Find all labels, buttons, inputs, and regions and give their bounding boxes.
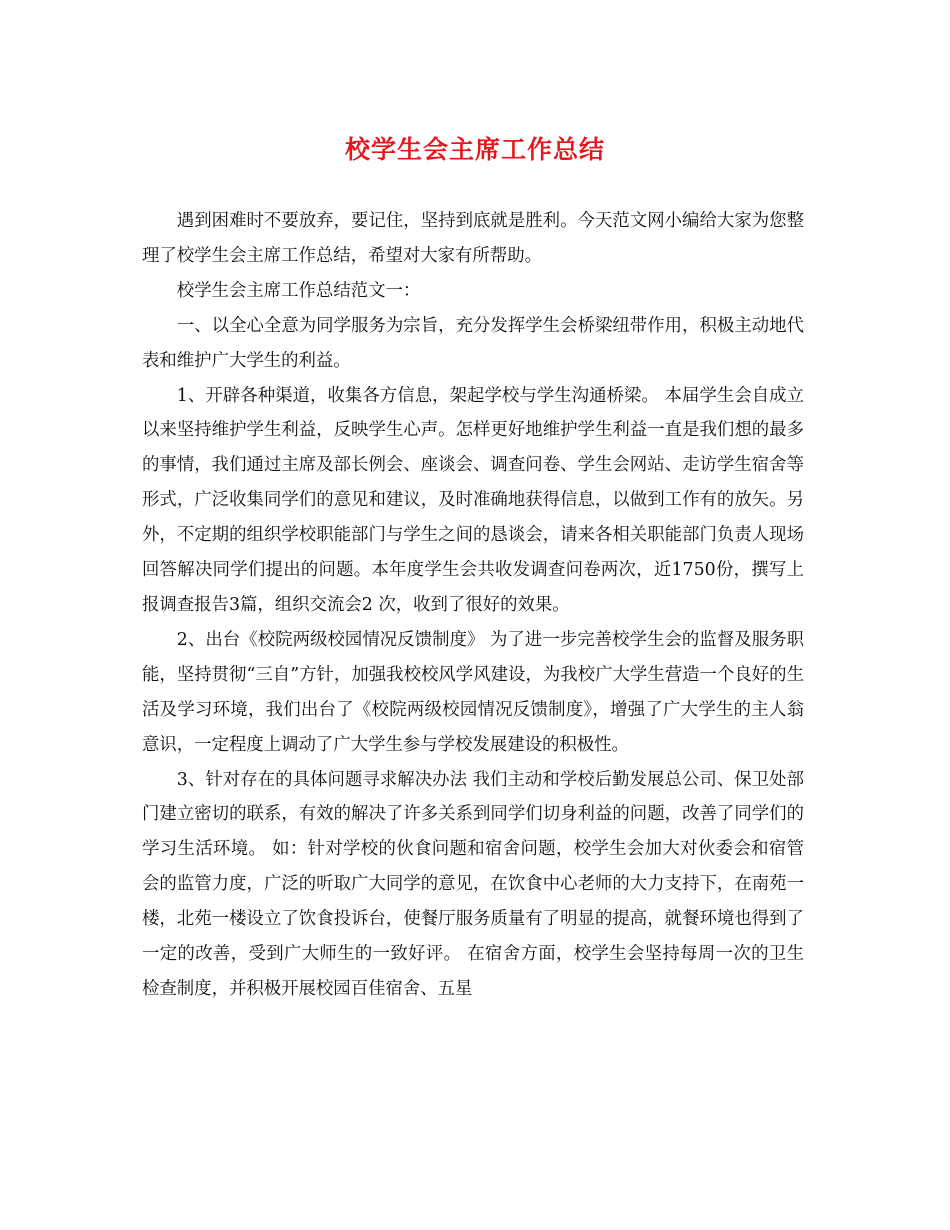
paragraph-sample-heading: 校学生会主席工作总结范文一： (176, 280, 421, 301)
paragraph-item-1: 1、开辟各种渠道，收集各方信息，架起学校与学生沟通桥梁。 本届学生会自成立以来坚持维护学生利益，反映学生心声。怎样更好地维护学生利益一直是我们想的最多的事情，我们通过主席及部长例会、座谈会、调查问卷、学生会网站、走访学生宿舍等形式，广泛收集同学们的意见和建议，及时准确地获得信息，以做到工作有的放矢。另外，不定期的组织学校职能部门与学生之间的恳谈会，请来各相关职能部门负责人现场回答解决同学们提出的问题。本年度学生会共收发调查问卷两次，近1750份，撰写上报调查报告3篇，组织交流会2 次，收到了很好的效果。 (142, 385, 804, 615)
paragraph-item-2: 2、出台《校院两级校园情况反馈制度》 为了进一步完善校学生会的监督及服务职能，坚持贯彻“三自”方针，加强我校校风学风建设，为我校广大学生营造一个良好的生活及学习环境，我们出台了《校院两级校园情况反馈制度》，增强了广大学生的主人翁意识，一定程度上调动了广大学生参与学校发展建设的积极性。 (142, 629, 804, 755)
document-title: 校学生会主席工作总结 (344, 135, 605, 164)
paragraph-intro: 遇到困难时不要放弃，要记住，坚持到底就是胜利。今天范文网小编给大家为您整理了校学生会主席工作总结，希望对大家有所帮助。 (142, 211, 804, 266)
paragraph-item-3: 3、针对存在的具体问题寻求解决办法 我们主动和学校后勤发展总公司、保卫处部门建立密切的联系，有效的解决了许多关系到同学们切身利益的问题，改善了同学们的学习生活环境。 如：针对学校的伙食问题和宿舍问题，校学生会加大对伙委会和宿管会的监管力度，广泛的听取广大同学的意见，在饮食中心老师的大力支持下，在南苑一楼，北苑一楼设立了饮食投诉台，使餐厅服务质量有了明显的提高，就餐环境也得到了一定的改善，受到广大师生的一致好评。 在宿舍方面，校学生会坚持每周一次的卫生检查制度，并积极开展校园百佳宿舍、五星 (142, 769, 804, 999)
paragraph-section-one: 一、以全心全意为同学服务为宗旨，充分发挥学生会桥梁纽带作用，积极主动地代表和维护广大学生的利益。 (142, 315, 804, 371)
document-body (142, 204, 804, 1007)
